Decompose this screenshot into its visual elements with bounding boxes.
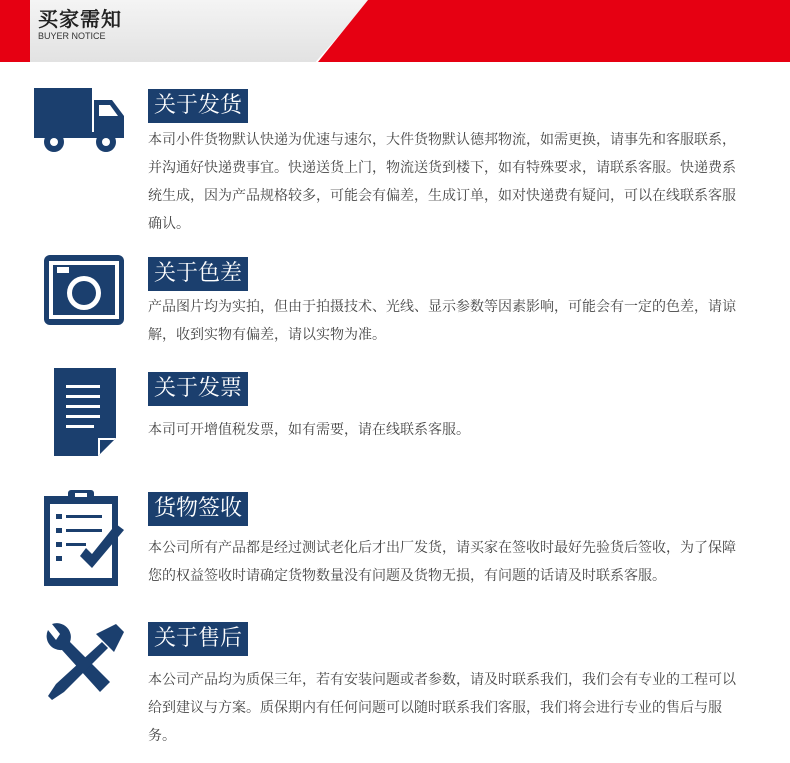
page-title: 买家需知 (38, 7, 122, 31)
section-title: 关于发货 (148, 89, 248, 123)
document-icon (54, 368, 116, 456)
wrench-screwdriver-icon (42, 620, 128, 704)
buyer-notice-header (0, 0, 790, 62)
header-red-right-band (318, 0, 790, 62)
header-red-left-band (0, 0, 30, 62)
section-title: 关于发票 (148, 372, 248, 406)
section-text: 本公司所有产品都是经过测试老化后才出厂发货，请买家在签收时最好先验货后签收，为了保障您的权益签收时请确定货物数量没有问题及货物无损，有问题的话请及时联系客服。 (148, 540, 736, 584)
section-title: 货物签收 (148, 492, 248, 526)
truck-icon (34, 88, 126, 154)
section-text: 本公司产品均为质保三年，若有安装问题或者参数，请及时联系我们，我们会有专业的工程可以给到建议与方案。质保期内有任何问题可以随时联系我们客服，我们将会进行专业的售后与服务。 (148, 672, 736, 744)
section-text: 本司可开增值税发票，如有需要，请在线联系客服。 (148, 422, 470, 438)
section-text: 本司小件货物默认快递为优速与速尔，大件货物默认德邦物流，如需更换，请事先和客服联系，并沟通好快递费事宜。快递送货上门，物流送货到楼下，如有特殊要求，请联系客服。快递费系统生成，因为产品规格较多，可能会有偏差，生成订单，如对快递费有疑问，可以在线联系客服确认。 (148, 132, 736, 232)
section-text: 产品图片均为实拍，但由于拍摄技术、光线、显示参数等因素影响，可能会有一定的色差，请谅解，收到实物有偏差，请以实物为准。 (148, 299, 736, 343)
camera-icon (44, 255, 124, 325)
section-title: 关于售后 (148, 622, 248, 656)
clipboard-check-icon (44, 488, 126, 586)
section-title: 关于色差 (148, 257, 248, 291)
page-subtitle: BUYER NOTICE (38, 31, 106, 41)
